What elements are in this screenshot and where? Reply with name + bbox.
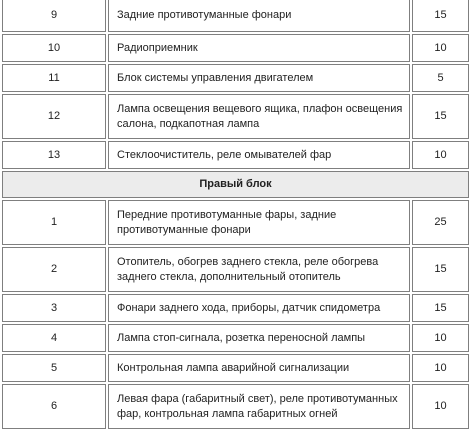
table-row	[2, 384, 469, 429]
fuse-description: Лампа освещения вещевого ящика, плафон освещения салона, подкапотная лампа	[108, 94, 410, 139]
fuse-amperage: 15	[412, 294, 469, 322]
fuse-description: Контрольная лампа аварийной сигнализации	[108, 354, 410, 382]
fuse-number: 10	[2, 34, 106, 62]
fuse-amperage: 15	[412, 0, 469, 32]
fuse-number: 6	[2, 384, 106, 429]
fuse-amperage: 5	[412, 64, 469, 92]
table-row	[2, 200, 469, 245]
table-row	[2, 324, 469, 352]
fuse-description: Блок системы управления двигателем	[108, 64, 410, 92]
fuse-amperage: 10	[412, 34, 469, 62]
fuse-number: 9	[2, 0, 106, 32]
fuse-description: Стеклоочиститель, реле омывателей фар	[108, 141, 410, 169]
table-row	[2, 94, 469, 139]
fuse-description: Отопитель, обогрев заднего стекла, реле обогрева заднего стекла, дополнительный отопитель	[108, 247, 410, 292]
fuse-number: 3	[2, 294, 106, 322]
table-row	[2, 64, 469, 92]
fuse-number: 13	[2, 141, 106, 169]
fuse-number: 4	[2, 324, 106, 352]
fuse-amperage: 25	[412, 200, 469, 245]
fuse-amperage: 15	[412, 247, 469, 292]
table-row	[2, 294, 469, 322]
fuse-description: Лампа стоп-сигнала, розетка переносной лампы	[108, 324, 410, 352]
fuse-number: 12	[2, 94, 106, 139]
table-row	[2, 34, 469, 62]
table-row	[2, 354, 469, 382]
fuse-description: Передние противотуманные фары, задние противотуманные фонари	[108, 200, 410, 245]
fuse-number: 1	[2, 200, 106, 245]
fuse-amperage: 10	[412, 324, 469, 352]
fuse-amperage: 15	[412, 94, 469, 139]
section-header-row	[2, 171, 469, 198]
table-row	[2, 247, 469, 292]
fuse-number: 5	[2, 354, 106, 382]
fuse-amperage: 10	[412, 141, 469, 169]
fuse-number: 11	[2, 64, 106, 92]
table-row	[2, 141, 469, 169]
fuse-number: 2	[2, 247, 106, 292]
fuse-description: Радиоприемник	[108, 34, 410, 62]
fuse-description: Левая фара (габаритный свет), реле противотуманных фар, контрольная лампа габаритных огней	[108, 384, 410, 429]
table-row	[2, 0, 469, 32]
fuse-description: Задние противотуманные фонари	[108, 0, 410, 32]
fuse-amperage: 10	[412, 384, 469, 429]
fuse-amperage: 10	[412, 354, 469, 382]
fuse-description: Фонари заднего хода, приборы, датчик спидометра	[108, 294, 410, 322]
section-title: Правый блок	[2, 171, 469, 198]
